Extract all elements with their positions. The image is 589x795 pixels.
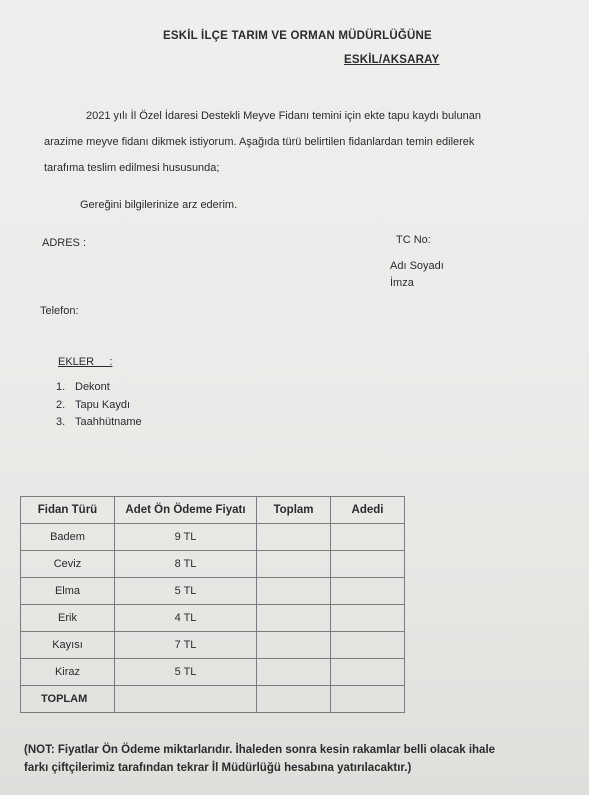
signature-label: İmza — [390, 277, 414, 289]
cell-sapling-type: Ceviz — [21, 551, 115, 578]
cell-total[interactable] — [257, 578, 331, 605]
attachment-number: 2. — [56, 398, 66, 411]
cell-total[interactable] — [257, 659, 331, 686]
header-total: Toplam — [257, 497, 331, 524]
cell-total[interactable] — [257, 524, 331, 551]
attachment-label: Taahhütname — [75, 416, 142, 428]
cell-quantity[interactable] — [331, 578, 405, 605]
tc-number-label: TC No: — [396, 234, 431, 246]
header-sapling-type: Fidan Türü — [21, 497, 115, 524]
cell-total-quantity[interactable] — [331, 686, 405, 713]
body-line-3: tarafıma teslim edilmesi hususunda; — [44, 162, 220, 174]
attachment-number: 3. — [56, 416, 66, 428]
sapling-order-table — [20, 496, 405, 713]
table-row — [21, 632, 405, 659]
cell-sapling-type: Badem — [21, 524, 115, 551]
cell-sapling-type: Elma — [21, 578, 115, 605]
recipient-location: ESKİL/AKSARAY — [344, 54, 440, 66]
table-total-row — [21, 686, 405, 713]
cell-unit-price: 5 TL — [115, 578, 257, 605]
attachment-item — [56, 381, 142, 399]
phone-label: Telefon: — [40, 305, 79, 317]
total-label: TOPLAM — [21, 686, 115, 713]
table-row — [21, 551, 405, 578]
cell-total[interactable] — [257, 632, 331, 659]
cell-quantity[interactable] — [331, 551, 405, 578]
table-row — [21, 659, 405, 686]
table-row — [21, 524, 405, 551]
name-surname-label: Adı Soyadı — [390, 260, 444, 272]
body-line-2: arazime meyve fidanı dikmek istiyorum. Aşağıda türü belirtilen fidanlardan temin edilerek — [44, 136, 475, 148]
cell-unit-price: 8 TL — [115, 551, 257, 578]
table-header-row — [21, 497, 405, 524]
cell-quantity[interactable] — [331, 524, 405, 551]
cell-total[interactable] — [257, 551, 331, 578]
header-quantity: Adedi — [331, 497, 405, 524]
attachment-label: Tapu Kaydı — [75, 398, 131, 411]
cell-sapling-type: Erik — [21, 605, 115, 632]
attachment-number: 1. — [56, 381, 66, 393]
cell-sapling-type: Kiraz — [21, 659, 115, 686]
cell-total[interactable] — [257, 605, 331, 632]
note-line-1: (NOT: Fiyatlar Ön Ödeme miktarlarıdır. İhaleden sonra kesin rakamlar belli olacak ihale — [24, 744, 496, 756]
attachment-item — [56, 416, 142, 434]
note-line-2: farkı çiftçilerimiz tarafından tekrar İl Müdürlüğü hesabına yatırılacaktır.) — [24, 762, 412, 774]
body-line-1: 2021 yılı İl Özel İdaresi Destekli Meyve Fidanı temini için ekte tapu kaydı bulunan — [86, 110, 481, 122]
recipient-heading: ESKİL İLÇE TARIM VE ORMAN MÜDÜRLÜĞÜNE — [163, 30, 432, 42]
cell-total-price[interactable] — [115, 686, 257, 713]
cell-sapling-type: Kayısı — [21, 632, 115, 659]
price-note — [24, 741, 564, 777]
cell-quantity[interactable] — [331, 659, 405, 686]
cell-unit-price: 9 TL — [115, 524, 257, 551]
cell-unit-price: 5 TL — [115, 659, 257, 686]
header-unit-price: Adet Ön Ödeme Fiyatı — [115, 497, 257, 524]
table-row — [21, 578, 405, 605]
address-label: ADRES : — [42, 237, 87, 249]
attachments-title: EKLER : — [58, 356, 113, 368]
attachments-list — [56, 381, 142, 434]
cell-quantity[interactable] — [331, 605, 405, 632]
cell-quantity[interactable] — [331, 632, 405, 659]
table-row — [21, 605, 405, 632]
attachment-label: Dekont — [75, 381, 110, 393]
attachment-item — [56, 399, 142, 417]
closing-line: Gereğini bilgilerinize arz ederim. — [80, 199, 238, 211]
cell-unit-price: 4 TL — [115, 605, 257, 632]
cell-grand-total[interactable] — [257, 686, 331, 713]
cell-unit-price: 7 TL — [115, 632, 257, 659]
